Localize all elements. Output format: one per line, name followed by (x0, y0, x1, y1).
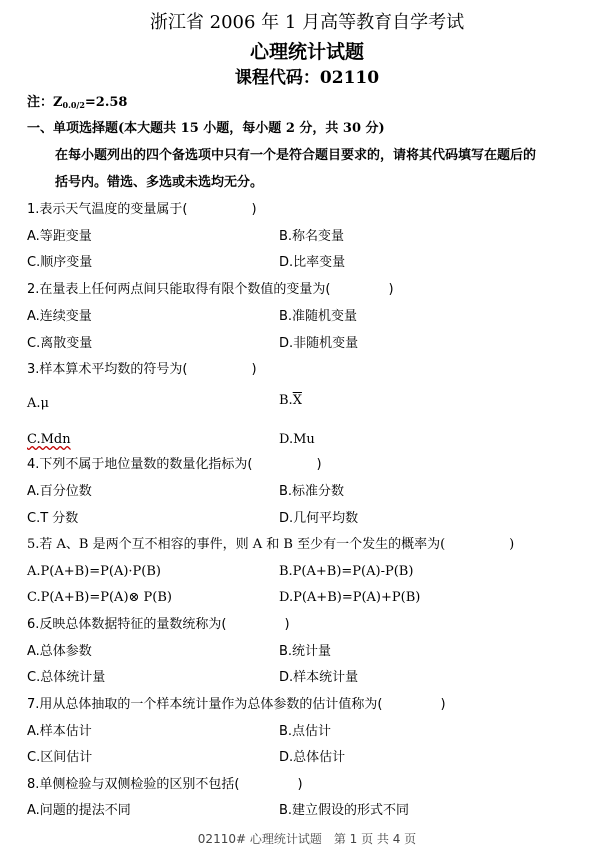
option-d: D.Mu (279, 432, 315, 447)
question-stem: 7.用从总体抽取的一个样本统计量作为总体参数的估计值称为( ) (27, 697, 446, 712)
question-stem: 4.下列不属于地位量数的数量化指标为( ) (27, 457, 322, 472)
option-b: B.准随机变量 (279, 309, 358, 324)
option-b: B.标准分数 (279, 484, 345, 499)
option-d: D.总体估计 (279, 750, 346, 765)
section-instruction-1: 在每小题列出的四个备选项中只有一个是符合题目要求的，请将其代码填写在题后的 (55, 148, 537, 163)
option-d: D.样本统计量 (279, 670, 359, 685)
option-d: D.非随机变量 (279, 336, 359, 351)
sample-mean-symbol: $\overline{X}$ (292, 393, 302, 408)
option-c: C.离散变量 (27, 336, 93, 351)
option-c: C.区间估计 (27, 750, 93, 765)
option-a: A.总体参数 (27, 644, 92, 659)
option-a: A.问题的提法不同 (27, 803, 131, 818)
option-c: C.T 分数 (27, 511, 79, 526)
option-d: D.比率变量 (279, 255, 346, 270)
option-a: A.P(A+B)=P(A)·P(B) (27, 564, 161, 579)
option-b: B.点估计 (279, 724, 332, 739)
option-a: A.样本估计 (27, 724, 92, 739)
exam-title: 浙江省 2006 年 1 月高等教育自学考试 (149, 12, 465, 33)
option-a: A.百分位数 (27, 484, 92, 499)
question-stem: 6.反映总体数据特征的量数统称为( ) (27, 617, 290, 632)
option-c: C.P(A+B)=P(A)⊗ P(B) (27, 590, 172, 605)
course-code: 课程代码：02110 (234, 68, 380, 88)
page-footer: 02110# 心理统计试题 第 1 页 共 4 页 (197, 832, 417, 846)
option-b: $B.\overline{X}$ (279, 393, 302, 408)
option-b: B.P(A+B)=P(A)-P(B) (279, 564, 414, 579)
option-c: C.Mdn (27, 432, 71, 447)
option-d: D.几何平均数 (279, 511, 359, 526)
option-b: B.统计量 (279, 644, 332, 659)
question-stem: 8.单侧检验与双侧检验的区别不包括( ) (27, 777, 303, 792)
section-instruction-2: 括号内。错选、多选或未选均无分。 (55, 175, 264, 190)
option-b: B.称名变量 (279, 229, 345, 244)
option-c: C.顺序变量 (27, 255, 93, 270)
section-heading: 一、单项选择题(本大题共 15 小题，每小题 2 分，共 30 分) (27, 121, 385, 136)
note: 注：$Z_{0.0/2}=2.58$ (27, 95, 128, 110)
option-b: B.建立假设的形式不同 (279, 803, 410, 818)
option-a: A.μ (27, 396, 49, 411)
subject-title: 心理统计试题 (249, 41, 364, 63)
question-stem: 3.样本算术平均数的符号为( ) (27, 362, 257, 377)
question-stem: 1.表示天气温度的变量属于( ) (27, 202, 257, 217)
question-stem: 2.在量表上任何两点间只能取得有限个数值的变量为( ) (27, 282, 394, 297)
option-a: A.连续变量 (27, 309, 92, 324)
option-a: A.等距变量 (27, 229, 92, 244)
question-stem: 5.若 A、B 是两个互不相容的事件，则 A 和 B 至少有一个发生的概率为( ) (27, 537, 515, 552)
option-d: D.P(A+B)=P(A)+P(B) (279, 590, 421, 605)
option-c: C.总体统计量 (27, 670, 106, 685)
